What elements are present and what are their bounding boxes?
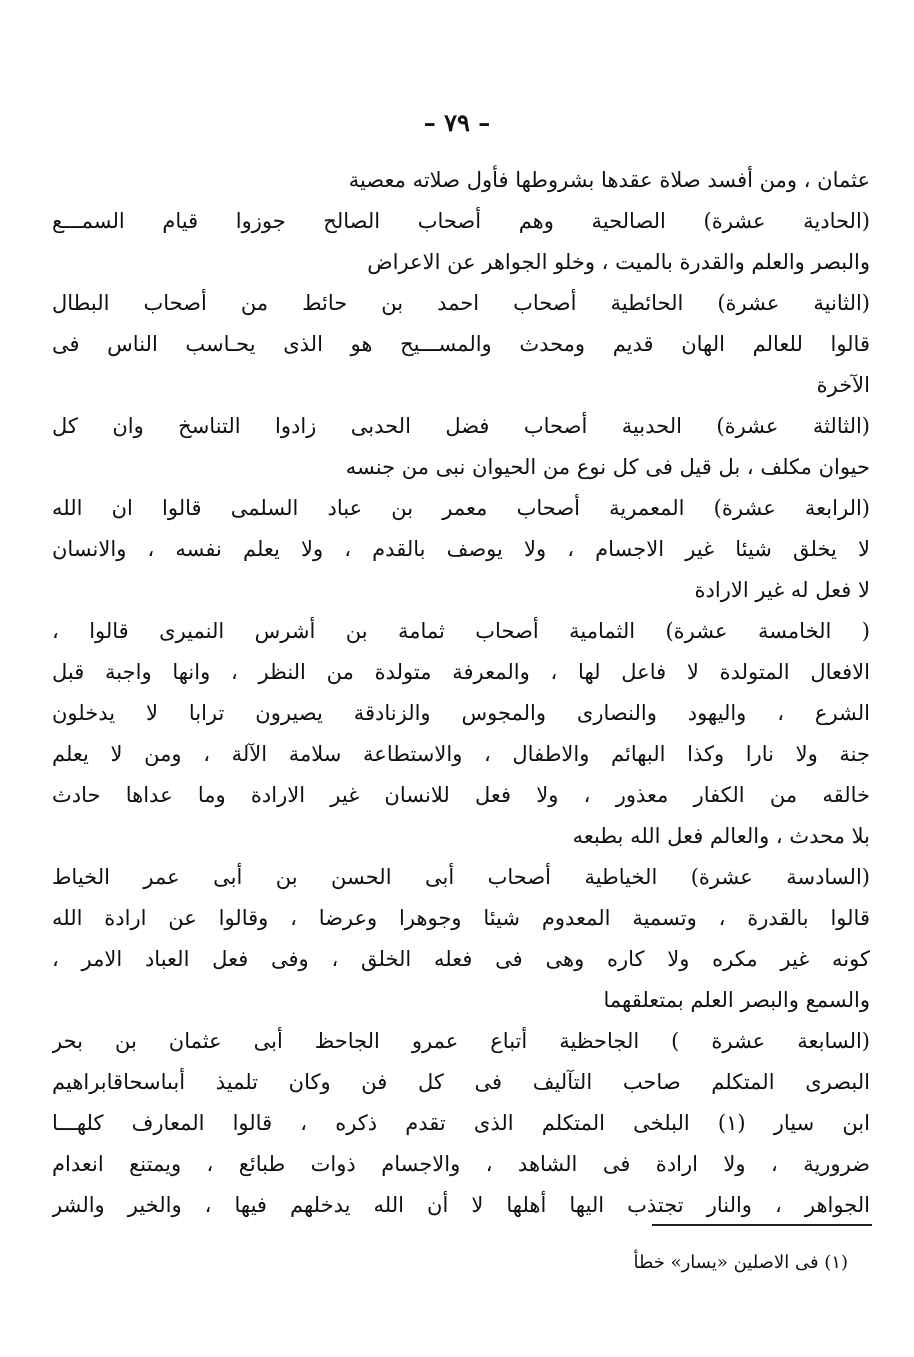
text-line: قالوا بالقدرة ، وتسمية المعدوم شيئا وجوهرا وعرضا ، وقالوا عن ارادة الله: [52, 906, 870, 930]
text-line: لا يخلق شيئا غير الاجسام ، ولا يوصف بالقدم ، ولا يعلم نفسه ، والانسان: [52, 537, 870, 561]
text-line: (الرابعة عشرة) المعمرية أصحاب معمر بن عباد السلمى قالوا ان الله: [52, 496, 870, 520]
text-line: ضرورية ، ولا ارادة فى الشاهد ، والاجسام ذوات طبائع ، ويمتنع انعدام: [52, 1152, 870, 1176]
text-line: البصرى المتكلم صاحب التآليف فى كل فن وكان تلميذ أبىاسحاقابراهيم: [52, 1070, 870, 1094]
page-number: – ٧٩ –: [423, 108, 491, 137]
text-line: كونه غير مكره ولا كاره وهى فى فعله الخلق ، وفى فعل العباد الامر ،: [52, 947, 870, 971]
text-line: الجواهر ، والنار تجتذب اليها أهلها لا أن الله يدخلهم فيها ، والخير والشر: [52, 1193, 870, 1217]
text-line: والبصر والعلم والقدرة بالميت ، وخلو الجواهر عن الاعراض: [367, 250, 870, 274]
text-line: الآخرة: [816, 373, 870, 397]
text-line: (الحادية عشرة) الصالحية وهم أصحاب الصالح جوزوا قيام السمـــع: [52, 209, 870, 233]
text-line: الافعال المتولدة لا فاعل لها ، والمعرفة متولدة من النظر ، وانها واجبة قبل: [52, 660, 870, 684]
main-text: [52, 160, 870, 1226]
text-line: ( الخامسة عشرة) الثمامية أصحاب ثمامة بن أشرس النميرى قالوا ،: [52, 619, 870, 643]
text-line: (الثالثة عشرة) الحدبية أصحاب فضل الحدبى زادوا التناسخ وان كل: [52, 414, 870, 438]
text-line: لا فعل له غير الارادة: [694, 578, 870, 602]
text-line: الشرع ، واليهود والنصارى والمجوس والزنادقة يصيرون ترابا لا يدخلون: [52, 701, 870, 725]
text-line: عثمان ، ومن أفسد صلاة عقدها بشروطها فأول صلاته معصية: [348, 168, 870, 192]
text-line: قالوا للعالم الهان قديم ومحدث والمســـيح هو الذى يحـاسب الناس فى: [52, 332, 870, 356]
text-line: جنة ولا نارا وكذا البهائم والاطفال ، والاستطاعة سلامة الآلة ، ومن لا يعلم: [52, 742, 870, 766]
footnote: (١) فى الاصلين «يسار» خطأ: [633, 1252, 848, 1273]
text-line: حيوان مكلف ، بل قيل فى كل نوع من الحيوان نبى من جنسه: [345, 455, 870, 479]
text-line: بلا محدث ، والعالم فعل الله بطبعه: [572, 824, 870, 848]
text-line: (السادسة عشرة) الخياطية أصحاب أبى الحسن بن أبى عمر الخياط: [52, 865, 870, 889]
footnote-divider: [652, 1224, 872, 1226]
text-line: خالقه من الكفار معذور ، ولا فعل للانسان غير الارادة وما عداها حادث: [52, 783, 870, 807]
text-line: ابن سيار (١) البلخى المتكلم الذى تقدم ذكره ، قالوا المعارف كلهـــا: [52, 1111, 870, 1135]
text-line: (الثانية عشرة) الحائطية أصحاب احمد بن حائط من أصحاب البطال: [52, 291, 870, 315]
text-line: والسمع والبصر العلم بمتعلقهما: [603, 988, 870, 1012]
text-line: (السابعة عشرة ) الجاحظية أتباع عمرو الجاحظ أبى عثمان بن بحر: [52, 1029, 870, 1053]
